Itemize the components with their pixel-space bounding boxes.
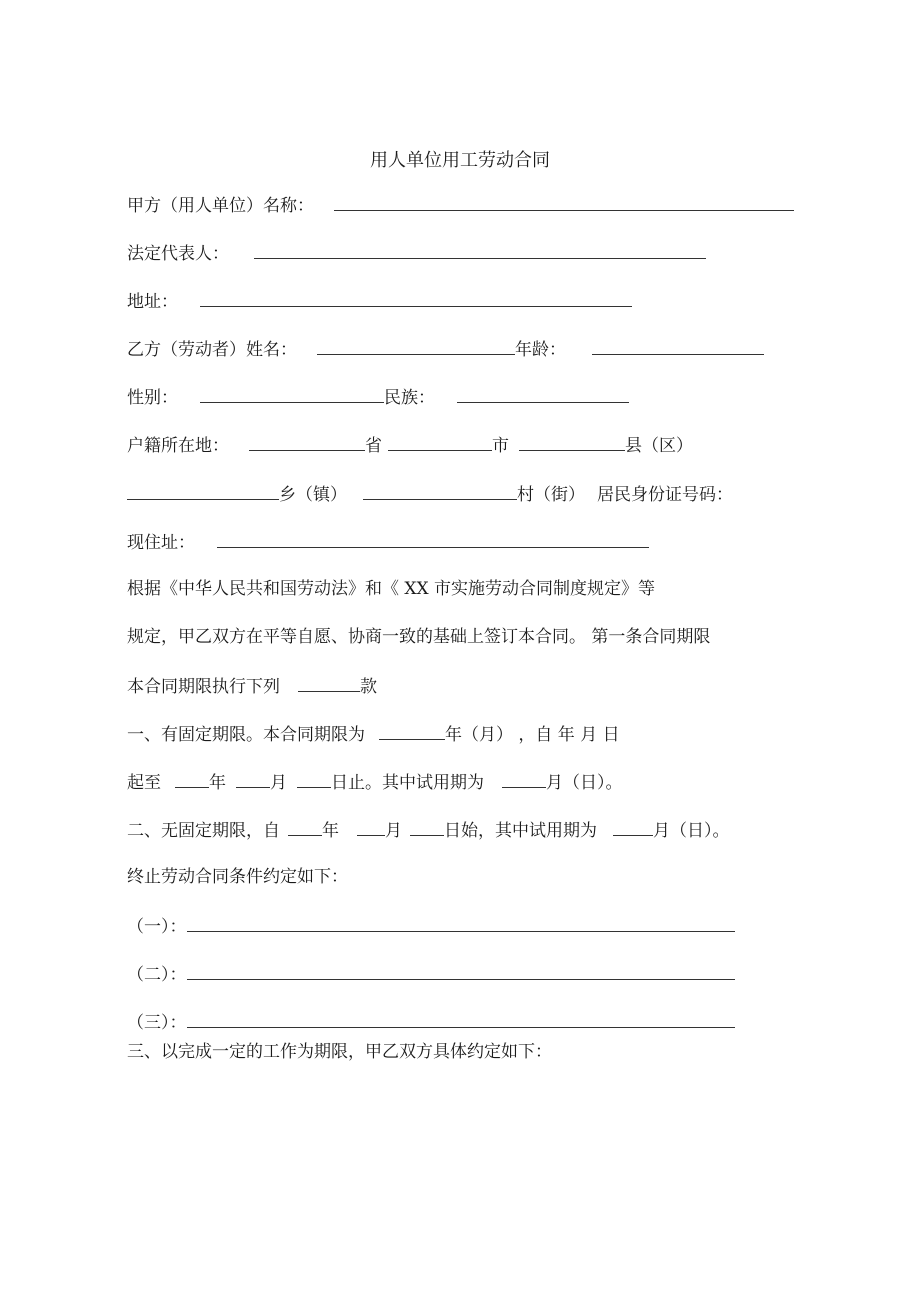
township-field[interactable]: [127, 481, 279, 500]
open-term-row: [127, 817, 730, 843]
fixed-term-text: 一、有固定期限。本合同期限为: [127, 725, 365, 745]
condition-2-field[interactable]: [187, 961, 735, 980]
current-address-row: [127, 529, 649, 555]
end-year-label: 年: [209, 773, 226, 793]
start-day-label: 日始，其中试用期为: [444, 821, 597, 841]
household-row: [127, 432, 693, 458]
legal-rep-label: 法定代表人：: [127, 244, 229, 264]
party-b-name-label: 乙方（劳动者）姓名：: [127, 340, 297, 360]
province-label: 省: [365, 436, 382, 456]
start-month-label: 月: [385, 821, 402, 841]
gender-label: 性别：: [127, 388, 178, 408]
household-label: 户籍所在地：: [127, 436, 229, 456]
ethnicity-field[interactable]: [457, 384, 629, 403]
end-day-label: 日止。其中试用期为: [331, 773, 484, 793]
township-row: [127, 481, 733, 507]
address-field[interactable]: [200, 288, 632, 307]
current-address-label: 现住址：: [127, 533, 195, 553]
trial-period-unit: 月（日）。: [546, 773, 623, 793]
task-based-term: 三、以完成一定的工作为期限，甲乙双方具体约定如下：: [127, 1042, 552, 1062]
village-field[interactable]: [363, 481, 517, 500]
term-select-prefix: 本合同期限执行下列: [127, 677, 280, 697]
party-a-name-field[interactable]: [334, 192, 794, 211]
township-label: 乡（镇）: [279, 485, 347, 505]
start-month-field[interactable]: [357, 817, 385, 836]
condition-2-row: [127, 961, 735, 987]
legal-rep-row: [127, 240, 706, 266]
city-label: 市: [492, 436, 509, 456]
age-field[interactable]: [592, 336, 764, 355]
fixed-term-end-row: [127, 769, 623, 795]
village-label: 村（街）: [517, 485, 585, 505]
termination-label: 终止劳动合同条件约定如下：: [127, 867, 348, 887]
condition-2-label: （二）：: [127, 965, 187, 985]
start-day-field[interactable]: [410, 817, 444, 836]
end-day-field[interactable]: [297, 769, 331, 788]
condition-1-field[interactable]: [187, 913, 735, 932]
party-a-name-label: 甲方（用人单位）名称：: [127, 196, 314, 216]
condition-3-field[interactable]: [187, 1009, 735, 1028]
county-field[interactable]: [519, 432, 625, 451]
gender-row: [127, 384, 629, 410]
open-trial-field[interactable]: [613, 817, 653, 836]
open-trial-unit: 月（日）。: [653, 821, 730, 841]
condition-1-row: [127, 913, 735, 939]
start-year-label: 年: [322, 821, 339, 841]
start-year-field[interactable]: [288, 817, 322, 836]
condition-1-label: （一）：: [127, 917, 187, 937]
fixed-term-length-field[interactable]: [379, 721, 445, 740]
ethnicity-label: 民族：: [384, 388, 435, 408]
fixed-term-from: 年（月） ，自 年 月 日: [445, 725, 620, 745]
end-year-field[interactable]: [175, 769, 209, 788]
basis-line-1: 根据《中华人民共和国劳动法》和《 XX 市实施劳动合同制度规定》等: [127, 579, 656, 599]
open-term-text: 二、无固定期限，自: [127, 821, 280, 841]
basis-line-2: 规定，甲乙双方在平等自愿、协商一致的基础上签订本合同。 第一条合同期限: [127, 627, 711, 647]
from-to-label: 起至: [127, 773, 161, 793]
address-row: [127, 288, 632, 314]
end-month-field[interactable]: [236, 769, 270, 788]
city-field[interactable]: [388, 432, 492, 451]
legal-rep-field[interactable]: [254, 240, 706, 259]
term-select-suffix: 款: [360, 677, 377, 697]
current-address-field[interactable]: [217, 529, 649, 548]
address-label: 地址：: [127, 292, 178, 312]
province-field[interactable]: [249, 432, 365, 451]
term-select-field[interactable]: [298, 673, 360, 692]
party-b-name-field[interactable]: [317, 336, 515, 355]
term-select-row: [127, 673, 377, 699]
end-month-label: 月: [270, 773, 287, 793]
condition-3-row: [127, 1009, 735, 1035]
page-title: 用人单位用工劳动合同: [370, 150, 550, 171]
age-label: 年龄：: [515, 340, 566, 360]
trial-period-field[interactable]: [502, 769, 546, 788]
fixed-term-row: [127, 721, 620, 747]
party-b-name-row: [127, 336, 764, 362]
id-label: 居民身份证号码：: [597, 485, 733, 505]
county-label: 县（区）: [625, 436, 693, 456]
condition-3-label: （三）：: [127, 1013, 187, 1033]
party-a-name-row: [127, 192, 794, 218]
gender-field[interactable]: [200, 384, 384, 403]
